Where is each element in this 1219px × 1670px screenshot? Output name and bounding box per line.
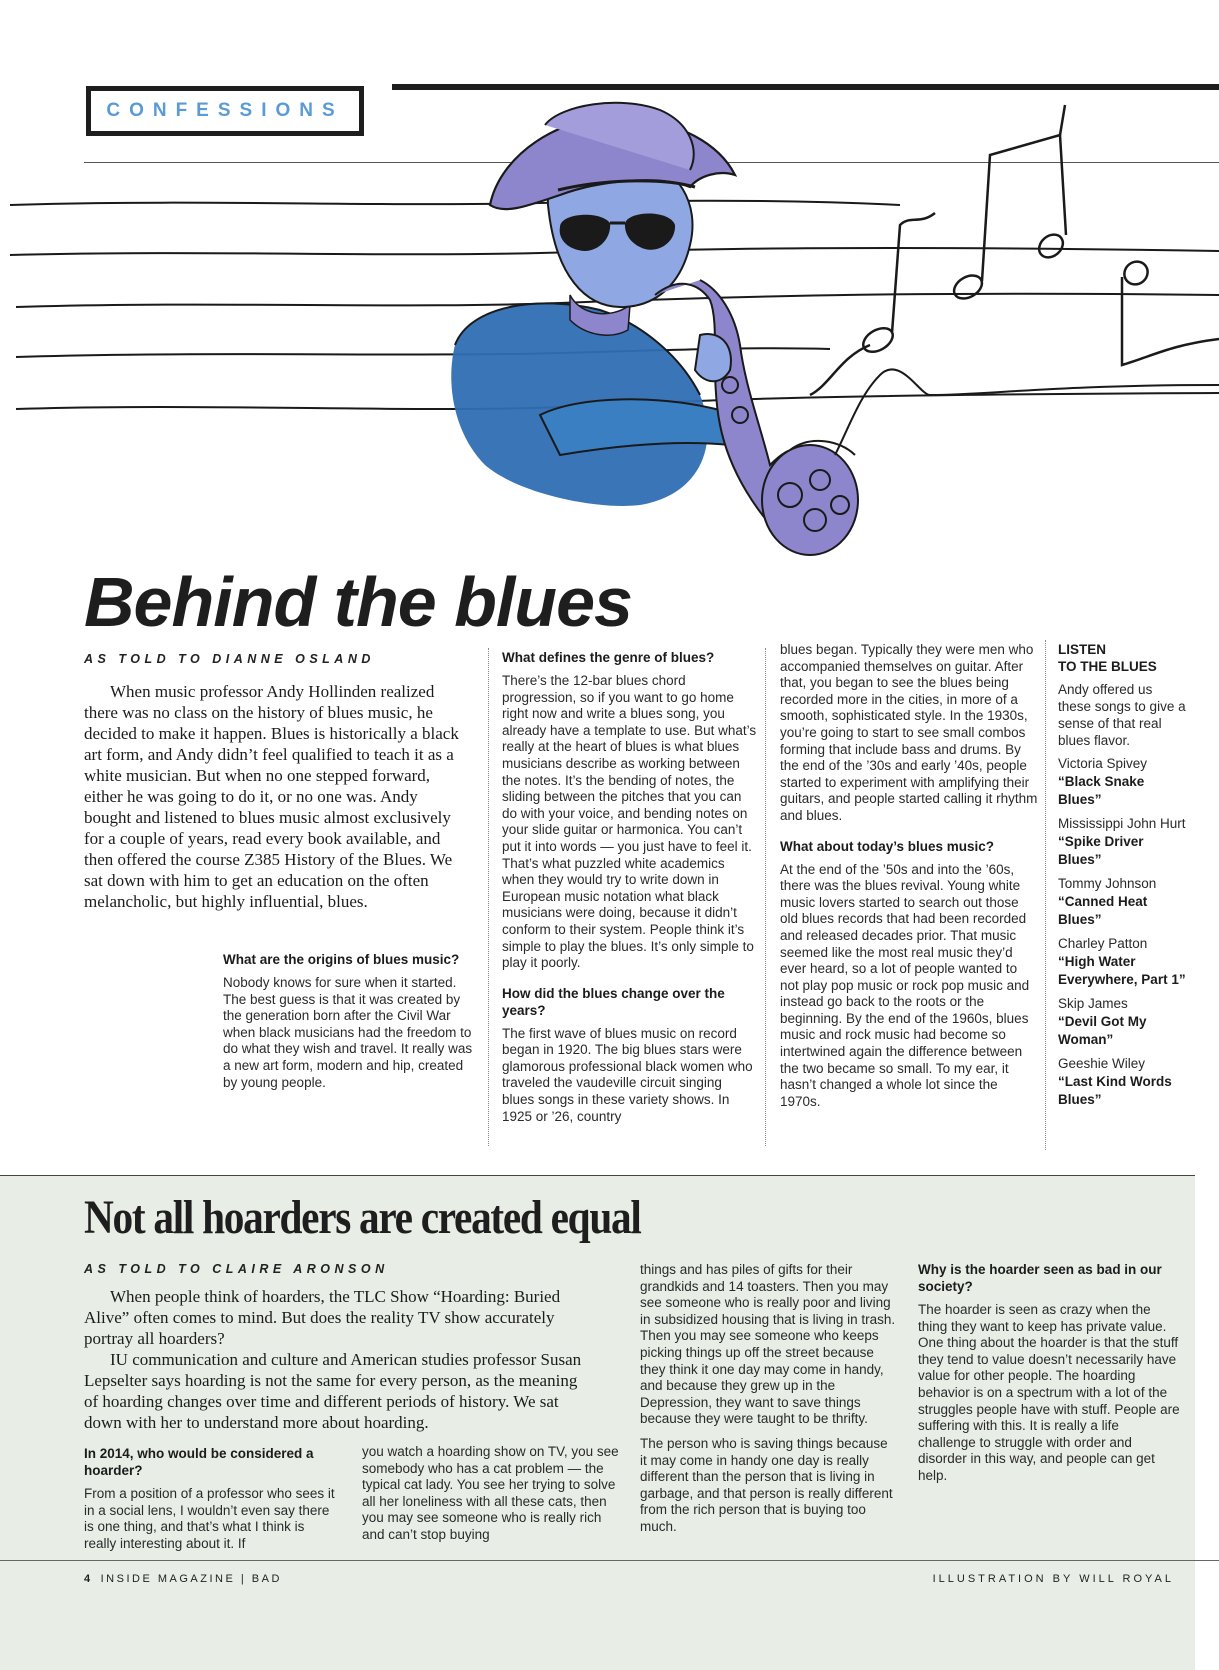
question-origins: What are the origins of blues music? <box>223 952 460 967</box>
song-item <box>1058 755 1188 809</box>
answer-2014-continued: you watch a hoarding show on TV, you see somebody who has a cat problem — the typical cat lady. You see her trying to solve all her loneliness with all these cats, then you may see someone who is really rich and can’t stop buying <box>362 1444 619 1542</box>
article-headline: Behind the blues <box>84 563 632 641</box>
song-artist: Geeshie Wiley <box>1058 1056 1146 1071</box>
qa-origins <box>223 951 477 1091</box>
answer-genre: There’s the 12-bar blues chord progression, so if you want to go home right now and write a blues song, you already have a template to use. But what’s really at the heart of blues is what blues musicians describe as working between the notes. It’s the bending of notes, the sliding between the pitches that you can do with your voice, and bending notes on your slide guitar or harmonica. You can’t put it into words — you just have to feel it. That’s what puzzled white academics when they would try to write down in European music notation what black musicians were doing, because it didn’t conform to their system. People think it’s simple to play the blues. It’s only simple to play it poorly. <box>502 673 757 971</box>
answer-2014-continued-2: things and has piles of gifts for their grandkids and 14 toasters. Then you may see someone who is really poor and living in subsidized housing that is living in trash. Then you may see someone who keeps picking things up off the street because they think it one day may come in handy, and because they grew up in the Depression, they want to save things because they were taught to be thrifty. <box>640 1262 896 1427</box>
qa-hoarder-2014 <box>84 1445 337 1552</box>
song-title: “Black Snake Blues” <box>1058 774 1145 807</box>
question-genre: What defines the genre of blues? <box>502 650 715 665</box>
article2-intro-p2: IU communication and culture and American studies professor Susan Lepselter says hoarding is not the same for every person, as the meaning of hoarding changes over time and different periods of history. We sat down with her to understand more about hoarding. <box>84 1350 582 1432</box>
article2-col3 <box>640 1262 898 1536</box>
answer-change: The first wave of blues music on record began in 1920. The big blues stars were glamorous professional black women who traveled the vaudeville circuit singing blues songs in these variety shows. In 1925 or ’26, country <box>502 1025 753 1124</box>
song-artist: Mississippi John Hurt <box>1058 816 1186 831</box>
answer-2014-continued-3: The person who is saving things because it may come in handy one day is really different than the person that is living in garbage, and that person is really different from the rich person that is buying too much. <box>640 1435 893 1534</box>
article-intro: When music professor Andy Hollinden realized there was no class on the history of blues music, he decided to make it happen. Blues is historically a black art form, and Andy didn’t feel qualified to teach it as a white musician. But when no one stepped forward, either he was going to do it, or no one was. Andy bought and listened to blues music almost exclusively for a couple of years, read every book available, and then offered the course Z385 History of the Blues. We sat down with him to get an education on the often melancholic, but highly influential, blues. <box>84 682 459 911</box>
question-change: How did the blues change over the years? <box>502 985 725 1018</box>
song-artist: Victoria Spivey <box>1058 756 1148 771</box>
article2-headline: Not all hoarders are created equal <box>84 1191 641 1244</box>
question-society: Why is the hoarder seen as bad in our society? <box>918 1262 1162 1294</box>
saxophone-player-illustration <box>0 95 1219 615</box>
song-item <box>1058 815 1188 869</box>
section-tag-label: CONFESSIONS <box>106 100 344 121</box>
sidebar-heading-line1: LISTEN <box>1058 642 1107 657</box>
column-divider <box>765 648 766 1146</box>
sidebar-heading-line2: TO THE BLUES <box>1058 659 1157 674</box>
illustration-credit: ILLUSTRATION BY WILL ROYAL <box>932 1573 1174 1585</box>
song-title: “Spike Driver Blues” <box>1058 834 1144 867</box>
song-item <box>1058 995 1188 1049</box>
qa-today <box>780 642 1038 1110</box>
song-item <box>1058 935 1188 989</box>
song-title: “Last Kind Words Blues” <box>1058 1074 1172 1107</box>
column-divider <box>1045 640 1046 1150</box>
footer-folio <box>84 1573 282 1585</box>
article-byline: AS TOLD TO DIANNE OSLAND <box>84 652 375 666</box>
article2-col2 <box>362 1444 620 1544</box>
top-rule <box>392 84 1219 90</box>
song-artist: Charley Patton <box>1058 936 1148 951</box>
article2-byline: AS TOLD TO CLAIRE ARONSON <box>84 1262 389 1276</box>
song-item <box>1058 1055 1188 1109</box>
song-item <box>1058 875 1188 929</box>
question-2014: In 2014, who would be considered a hoarder? <box>84 1446 314 1478</box>
listen-sidebar <box>1058 641 1188 1109</box>
qa-genre <box>502 649 757 1125</box>
qa-hoarder-society <box>918 1261 1180 1485</box>
song-artist: Skip James <box>1058 996 1128 1011</box>
song-title: “Canned Heat Blues” <box>1058 894 1148 927</box>
footer-rule <box>0 1560 1219 1561</box>
magazine-name: INSIDE MAGAZINE | BAD <box>100 1573 282 1585</box>
page-number: 4 <box>84 1573 93 1585</box>
answer-origins: Nobody knows for sure when it started. The best guess is that it was created by the generation born after the Civil War when black musicians had the freedom to do what they wish and travel. It really was a new art form, modern and hip, created by young people. <box>223 975 473 1090</box>
answer-2014: From a position of a professor who sees it in a social lens, I wouldn’t even say there is one thing, and that’s what I think is really interesting about it. If <box>84 1486 335 1551</box>
song-title: “Devil Got My Woman” <box>1058 1014 1147 1047</box>
article2-intro-p1: When people think of hoarders, the TLC Show “Hoarding: Buried Alive” often comes to mind. But does the reality TV show accurately portray all hoarders? <box>84 1287 561 1348</box>
song-title: “High Water Everywhere, Part 1” <box>1058 954 1186 987</box>
column-divider <box>488 648 489 1146</box>
question-today: What about today’s blues music? <box>780 838 995 854</box>
answer-today: At the end of the ’50s and into the ’60s, there was the blues revival. Young white music lovers started to search out those old blues records that had been recorded and released decades prior. That music seemed like the most real music they’d ever heard, so a lot of people wanted to not play pop music or rock pop music and instead go back to the roots or the beginning. By the end of the 1960s, blues music and rock music had become so intertwined again the difference between the two became so small. To my ear, it hasn’t changed a whole lot since the 1970s. <box>780 861 1030 1109</box>
answer-society: The hoarder is seen as crazy when the thing they want to keep has private value. One thing about the hoarder is that the stuff they tend to value doesn’t necessarily have value for other people. The hoarding behavior is on a spectrum with a lot of the struggles people have with stuff. People are suffering with this. It is really a life challenge to struggle with order and disorder in this way, and people can get help. <box>918 1302 1180 1483</box>
article2-intro <box>84 1286 584 1433</box>
song-artist: Tommy Johnson <box>1058 876 1157 891</box>
answer-change-continued: blues began. Typically they were men who accompanied themselves on guitar. After that, you began to see the blues being recorded more in the cities, in more of a smooth, sophisticated style. In the 1930s, you’re going to start to see small combos forming that include bass and drums. By the end of the ’30s and early ’40s, people started to experiment with amplifying their guitars, and people started calling it rhythm and blues. <box>780 642 1038 823</box>
sidebar-text: Andy offered us these songs to give a sense of that real blues flavor. <box>1058 682 1186 748</box>
